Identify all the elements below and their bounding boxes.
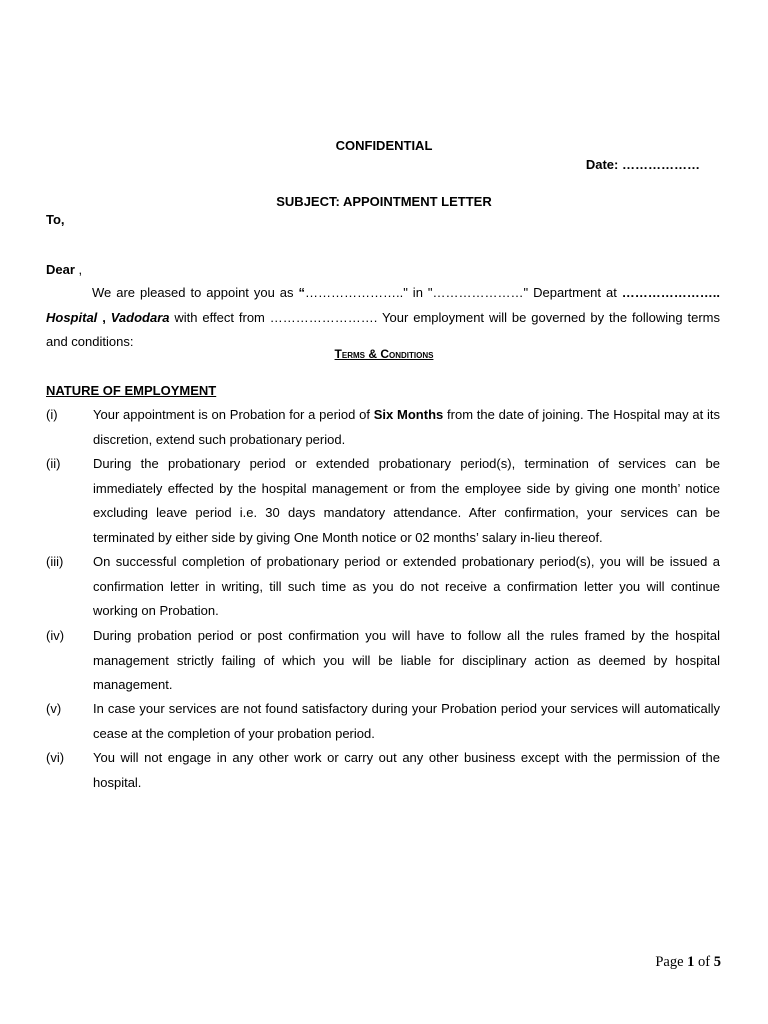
dear-comma: , — [74, 262, 83, 277]
list-item — [46, 697, 720, 746]
of-word: of — [694, 954, 714, 970]
intro-text-1: We are pleased to appoint you as — [92, 285, 299, 300]
item-text-after: from the date of joining. The Hospital may at its discretion, extend such probationary period. — [93, 407, 721, 447]
intro-text-5: with effect from — [169, 309, 270, 325]
terms-heading: Terms & Conditions — [334, 347, 434, 361]
salutation — [46, 262, 82, 277]
to-line: To, — [46, 212, 65, 227]
item-number: (iv) — [46, 628, 65, 643]
intro-text-3: " Department at — [523, 285, 622, 300]
item-text: In case your services are not found satisfactory during your Probation period your services will automatically cease at the completion of your probation period. — [93, 701, 720, 741]
confidential-heading: CONFIDENTIAL — [335, 138, 433, 153]
list-item — [46, 550, 720, 624]
item-text: On successful completion of probationary period or extended probationary period(s), you will be issued a confirmation letter in writing, till such time as you do not receive a confirmation letter you will continue working on Probation. — [93, 554, 720, 618]
list-item — [46, 403, 720, 452]
quote-open: “ — [298, 285, 305, 300]
list-item — [46, 624, 720, 698]
item-number: (iii) — [46, 554, 64, 569]
item-number: (vi) — [46, 750, 65, 765]
blank-date: …………………… — [269, 309, 374, 325]
item-number: (i) — [46, 407, 58, 422]
date-line — [560, 157, 700, 172]
list-item — [46, 452, 720, 550]
item-number: (ii) — [46, 456, 61, 471]
date-value: ……………… — [622, 157, 700, 172]
vadodara-word: Vadodara — [110, 309, 170, 325]
list-item — [46, 746, 720, 795]
item-bold-text: Six Months — [373, 407, 444, 422]
hospital-word: Hospital — [46, 309, 98, 325]
intro-text-4: , — [97, 309, 111, 325]
date-label: Date: — [585, 157, 619, 172]
page-number: 1 — [687, 954, 695, 970]
item-text: During probation period or post confirmation you will have to follow all the rules framed by the hospital management strictly failing of which you will be liable for disciplinary action as deemed by hospital management. — [93, 628, 720, 692]
blank-department: ………………… — [432, 285, 524, 300]
dear-label: Dear — [46, 262, 75, 277]
intro-text-2: " in " — [403, 285, 433, 300]
item-number: (v) — [46, 701, 62, 716]
item-text: During the probationary period or extended probationary period(s), termination of services can be immediately effected by the hospital management or from the employee side by giving one month’ notice excluding leave period i.e. 30 days mandatory attendance. After confirmation, your services can be terminated by either side by giving One Month notice or 02 months’ salary in-lieu thereof. — [93, 456, 720, 545]
intro-text-6: . Your employment will be governed by the following terms and conditions: — [46, 309, 720, 349]
item-text: You will not engage in any other work or carry out any other business except with the permission of the hospital. — [93, 750, 720, 790]
section-heading: NATURE OF EMPLOYMENT — [46, 383, 217, 398]
item-text: Your appointment is on Probation for a period of — [93, 407, 374, 422]
blank-hospital: ………………….. — [621, 285, 721, 300]
page-word: Page — [655, 954, 688, 970]
page-total: 5 — [713, 954, 721, 970]
page-footer — [560, 954, 721, 971]
subject-line: SUBJECT: APPOINTMENT LETTER — [276, 194, 492, 209]
blank-designation: ………………….. — [305, 285, 404, 300]
intro-paragraph — [46, 281, 720, 355]
